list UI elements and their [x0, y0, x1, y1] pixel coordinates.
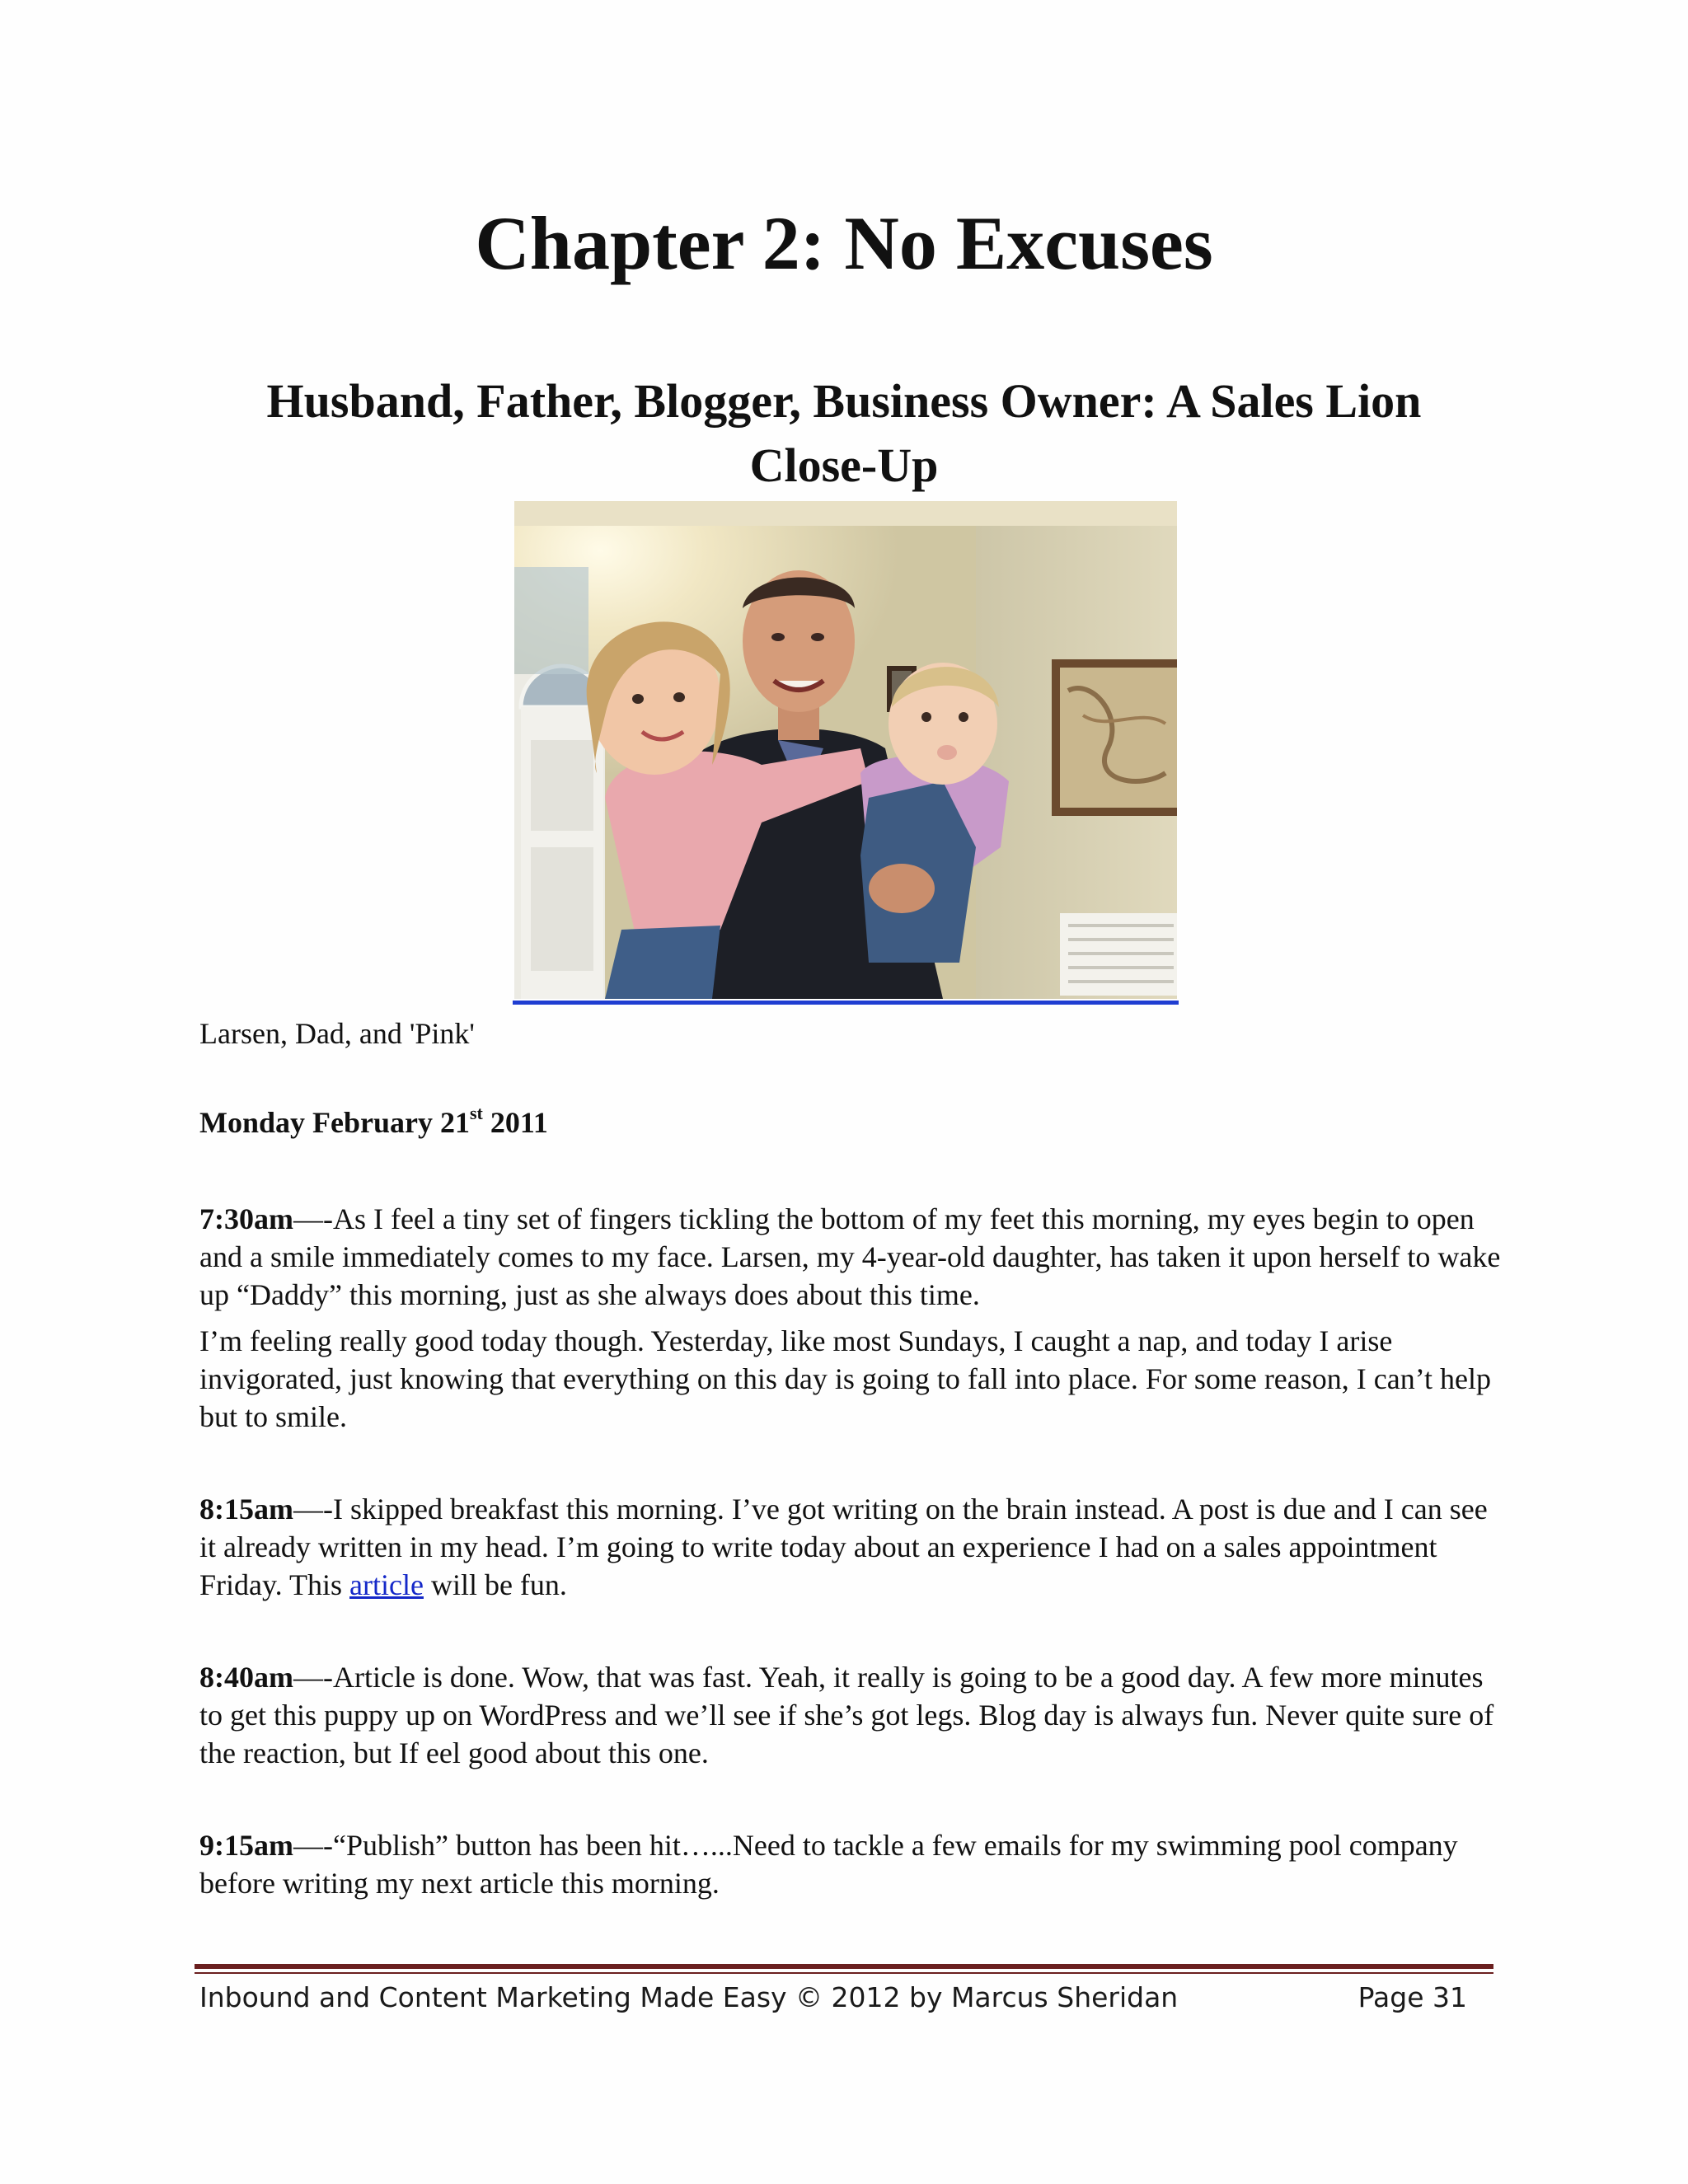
entry-text: —-“Publish” button has been hit…...Need to tackle a few emails for my swimming pool company before writing my next article this morning.: [199, 1829, 1458, 1900]
entry-time: 8:15am: [199, 1493, 293, 1526]
entry-time: 8:40am: [199, 1661, 293, 1694]
footer-page-number: Page 31: [1357, 1981, 1467, 2013]
entry-0730-paragraph-1: [199, 1200, 1502, 1314]
footer-rule-thin: [195, 1972, 1493, 1974]
footer-rule: [195, 1964, 1493, 1969]
photo-caption: Larsen, Dad, and 'Pink': [199, 1017, 475, 1050]
entry-time: 9:15am: [199, 1829, 293, 1862]
entry-0915-paragraph: [199, 1826, 1502, 1902]
entry-0815-paragraph: [199, 1490, 1502, 1604]
subtitle-line-1: Husband, Father, Blogger, Business Owner: A Sales Lion: [266, 374, 1422, 428]
family-photo-icon: [514, 501, 1177, 999]
date-heading: [199, 1104, 548, 1141]
entry-text: —-As I feel a tiny set of fingers tickling the bottom of my feet this morning, my eyes begin to open and a smile immediately comes to my face. Larsen, my 4-year-old daughter, has taken it upon herself to wake up “Daddy” this morning, just as she always does about this time.: [199, 1202, 1501, 1311]
entry-text: —-I skipped breakfast this morning. I’ve got writing on the brain instead. A post is due and I can see it already written in my head. I’m going to write today about an experience I had on a sales appointment Friday. This: [199, 1493, 1488, 1601]
entry-0730-paragraph-2: I’m feeling really good today though. Yesterday, like most Sundays, I caught a nap, and today I arise invigorated, just knowing that everything on this day is going to fall into place. For some reason, I can’t help but to smile.: [199, 1324, 1492, 1433]
family-photo-image: [514, 501, 1177, 999]
subtitle-line-2: Close-Up: [749, 438, 939, 492]
entry-time: 7:30am: [199, 1202, 293, 1235]
photo-link-underline: [513, 1001, 1179, 1005]
chapter-subtitle: [198, 369, 1490, 498]
family-photo-link[interactable]: [513, 499, 1179, 1005]
entry-0840-paragraph: [199, 1658, 1502, 1772]
article-link[interactable]: article: [349, 1568, 424, 1601]
entry-text-after: will be fun.: [423, 1568, 567, 1601]
date-ordinal-suffix: st: [470, 1103, 483, 1123]
entry-text: —-Article is done. Wow, that was fast. Yeah, it really is going to be a good day. A few more minutes to get this puppy up on WordPress and we’ll see if she’s got legs. Blog day is always fun. Never quite sure of the reaction, but If eel good about this one.: [199, 1661, 1494, 1769]
chapter-title: Chapter 2: No Excuses: [475, 201, 1213, 285]
date-prefix: Monday February 21: [199, 1106, 470, 1139]
footer-copyright: Inbound and Content Marketing Made Easy © 2012 by Marcus Sheridan: [199, 1981, 1179, 2013]
date-year: 2011: [482, 1106, 548, 1139]
